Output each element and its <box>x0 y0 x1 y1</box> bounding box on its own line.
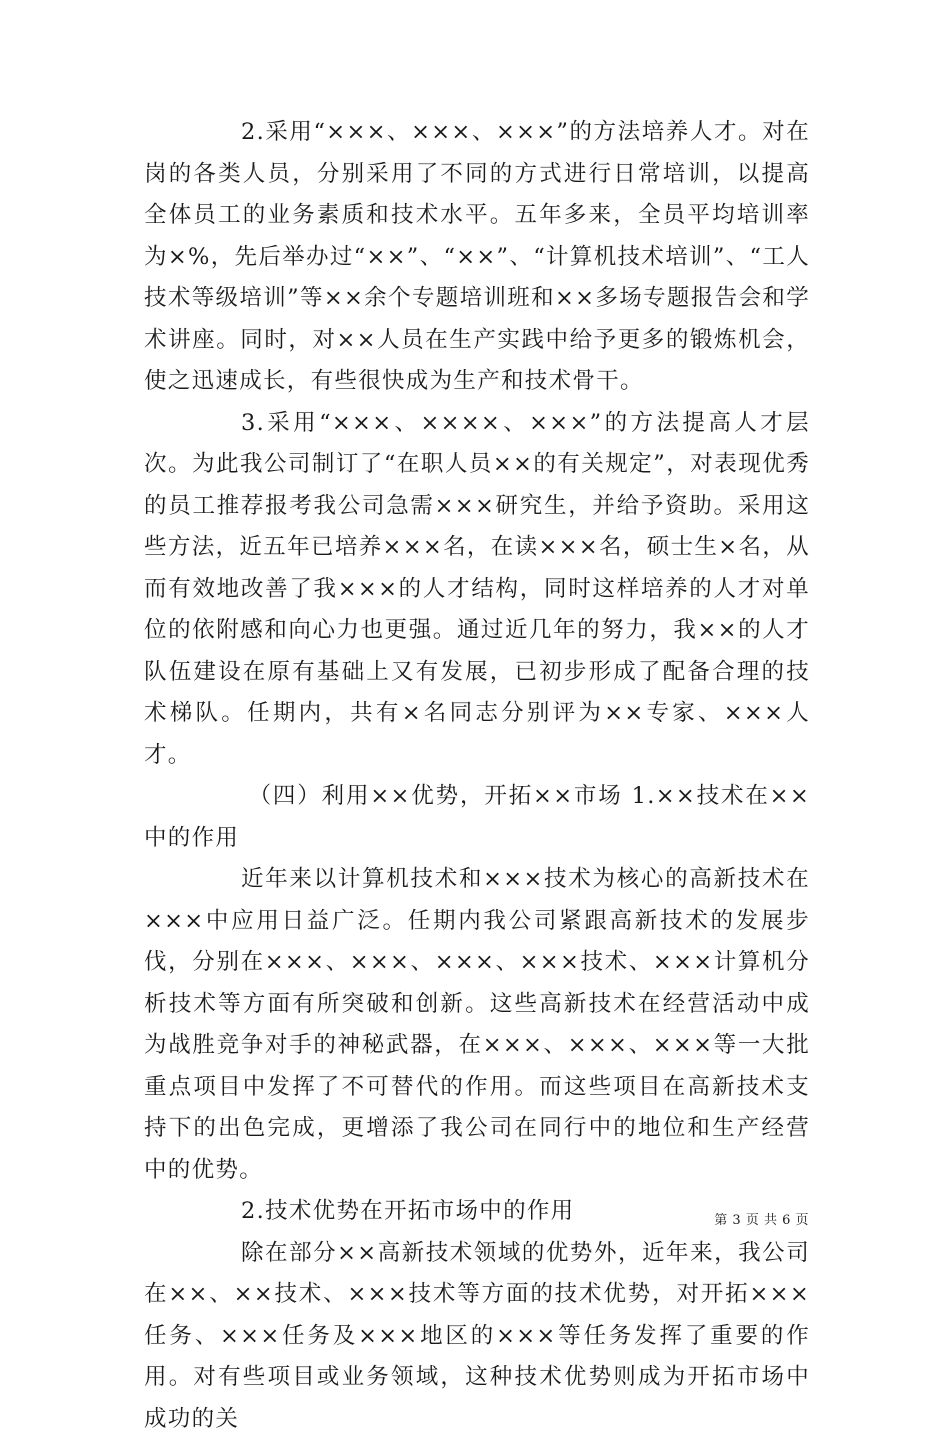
paragraph-high-tech-application: 近年来以计算机技术和×××技术为核心的高新技术在×××中应用日益广泛。任期内我公司紧跟高新技术的发展步伐，分别在×××、×××、×××、×××技术、×××计算机分析技术等方面有所突破和创新。这些高新技术在经营活动中成为战胜竞争对手的神秘武器，在×××、×××、×××等一大批重点项目中发挥了不可替代的作用。而这些项目在高新技术支持下的出色完成，更增添了我公司在同行中的地位和生产经营中的优势。 <box>144 859 810 1191</box>
paragraph-talent-level-method: 3.采用“×××、××××、×××”的方法提高人才层次。为此我公司制订了“在职人员××的有关规定”，对表现优秀的员工推荐报考我公司急需×××研究生，并给予资助。采用这些方法，近五年已培养×××名，在读×××名，硕士生×名，从而有效地改善了我×××的人才结构，同时这样培养的人才对单位的依附感和向心力也更强。通过近几年的努力，我××的人才队伍建设在原有基础上又有发展，已初步形成了配备合理的技术梯队。任期内，共有×名同志分别评为××专家、×××人才。 <box>144 403 810 777</box>
page-number-footer: 第 3 页 共 6 页 <box>714 1213 809 1229</box>
section-heading-four <box>144 776 810 859</box>
paragraph-talent-training-method: 2.采用“×××、×××、×××”的方法培养人才。对在岗的各类人员，分别采用了不同的方式进行日常培训，以提高全体员工的业务素质和技术水平。五年多来，全员平均培训率为×%，先后举办过“××”、“××”、“计算机技术培训”、“工人技术等级培训”等××余个专题培训班和××多场专题报告会和学术讲座。同时，对××人员在生产实践中给予更多的锻炼机会，使之迅速成长，有些很快成为生产和技术骨干。 <box>144 112 810 403</box>
document-body <box>144 112 810 1440</box>
paragraph-tech-advantage-market: 除在部分××高新技术领域的优势外，近年来，我公司在××、××技术、×××技术等方面的技术优势，对开拓×××任务、×××任务及×××地区的×××等任务发挥了重要的作用。对有些项目或业务领域，这种技术优势则成为开拓市场中成功的关 <box>144 1233 810 1440</box>
subheading-tech-advantage: 2.技术优势在开拓市场中的作用 <box>144 1191 810 1233</box>
section-heading-four-text: （四）利用××优势，开拓××市场 1.××技术在××中的作用 <box>144 783 810 851</box>
